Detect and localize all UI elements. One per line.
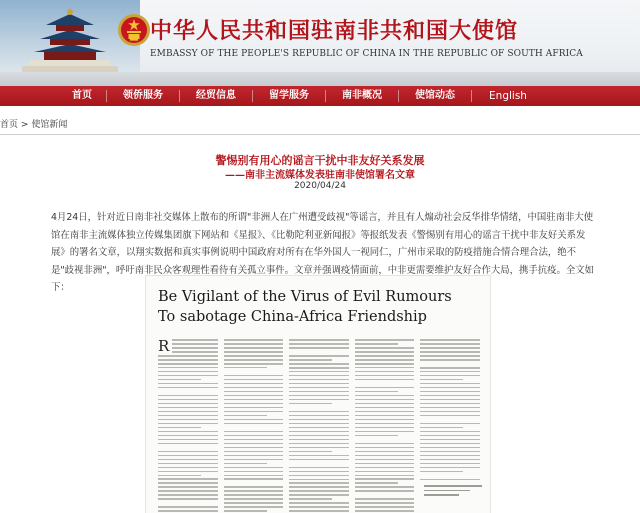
clipping-column — [224, 339, 284, 513]
clipping-dropcap: R — [158, 337, 170, 355]
nav-item-trade[interactable]: 经贸信息 — [196, 90, 236, 101]
clipping-headline-line-1: Be Vigilant of the Virus of Evil Rumours — [158, 289, 452, 305]
banner-wall-strip — [0, 72, 640, 86]
breadcrumb — [0, 117, 67, 130]
site-banner — [0, 0, 640, 86]
nav-item-consular[interactable]: 领侨服务 — [123, 90, 163, 101]
nav-item-study[interactable]: 留学服务 — [269, 90, 309, 101]
nav-item-embassy-news[interactable]: 使馆动态 — [415, 90, 455, 101]
breadcrumb-home-link[interactable]: 首页 — [0, 120, 19, 130]
article-body: 4月24日，针对近日南非社交媒体上散布的所谓"非洲人在广州遭受歧视"等谣言，并且有人煽动社会反华排华情绪，中国驻南非大使馆在南非主流媒体独立传媒集团旗下网站和《星报》、《比勒陀利亚新闻报》等报纸发表《警惕别有用心的谣言干扰中非友好关系发展》的署名文章，以翔实数据和真实事例说明中国政府对所有在华外国人一视同仁，广州市采取的防疫措施合情合理合法，绝不是"歧视非洲"，呼吁南非民众客观理性看待有关孤立事件。文章并强调疫情面前，中非更需要维护友好合作大局，携手抗疫。全文如下： — [51, 212, 595, 293]
clipping-column — [355, 339, 415, 513]
clipping-headline-line-2: To sabotage China-Africa Friendship — [158, 309, 427, 325]
clipping-signature-block — [424, 485, 482, 499]
nav-item-english[interactable]: English — [489, 90, 527, 102]
nav-item-home[interactable]: 首页 — [72, 90, 92, 101]
breadcrumb-divider — [0, 134, 640, 135]
site-title-en: EMBASSY OF THE PEOPLE'S REPUBLIC OF CHINA IN THE REPUBLIC OF SOUTH AFRICA — [150, 49, 583, 59]
main-nav — [0, 86, 640, 106]
clipping-headline — [158, 287, 452, 327]
site-title-cn: 中华人民共和国驻南非共和国大使馆 — [150, 18, 519, 44]
clipping-column — [289, 339, 349, 513]
article-date: 2020/04/24 — [294, 181, 346, 191]
article-title: 警惕别有用心的谣言干扰中非友好关系发展 — [215, 154, 425, 167]
national-emblem-icon — [116, 12, 152, 48]
article-subtitle: ——南非主流媒体发表驻南非使馆署名文章 — [225, 170, 415, 181]
breadcrumb-separator: > — [20, 120, 29, 130]
clipping-column — [158, 339, 218, 513]
newspaper-clipping-image — [146, 276, 490, 513]
nav-item-south-africa[interactable]: 南非概况 — [342, 90, 382, 101]
breadcrumb-current-link[interactable]: 使馆新闻 — [31, 120, 68, 130]
